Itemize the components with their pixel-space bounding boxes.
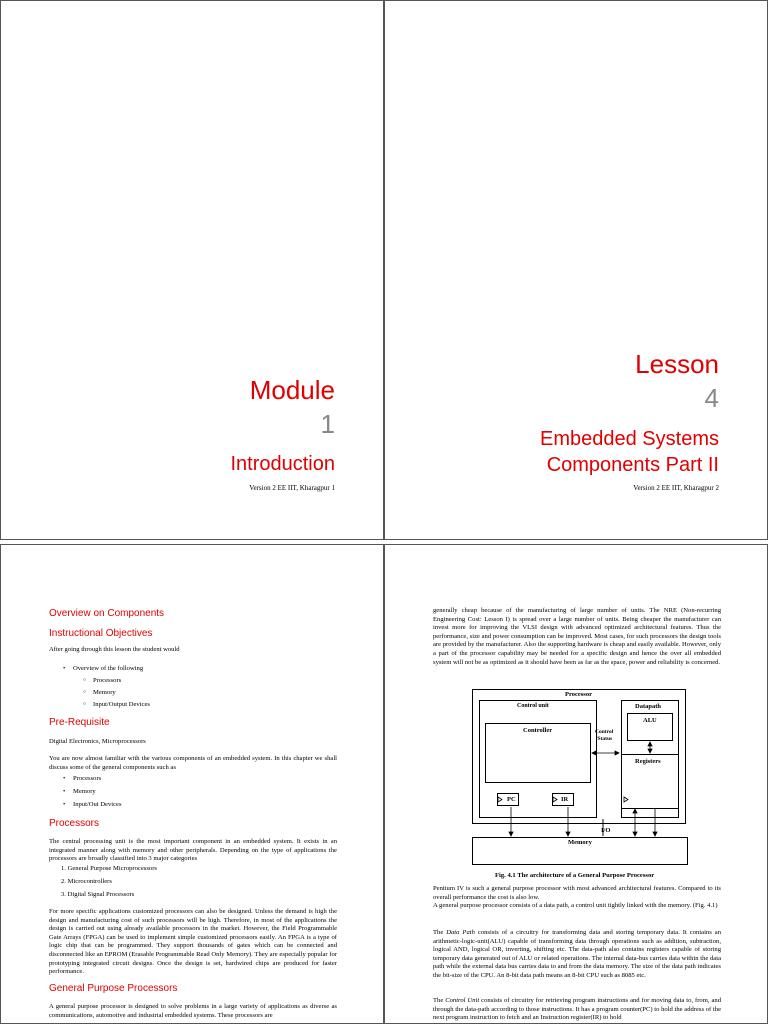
- control-unit-paragraph: The Control Unit consists of circuitry for retrieving program instructions and for moving data to, from, and through the data-path according to those instructions. It has a program counter(PC) to hold the address of the next program instruction to fetch and an Instruction register(IR) to hold: [433, 997, 721, 1022]
- processors-paragraph: The central processing unit is the most important component in an embedded system. It exists in an integrated manner along with memory and other peripherals. Depending on the type of applications the processors are broadly classified into 3 major categories: [49, 838, 337, 863]
- datapath-label: Datapath: [635, 703, 662, 710]
- control-status-label: /Status: [596, 736, 613, 742]
- prerequisite-text: Digital Electronics, Microprocessors: [49, 738, 146, 745]
- gpp-continued-paragraph: generally cheap because of the manufacturing of large number of units. The NRE (Non-recurring Engineering Cost: Lesson I) is spread over a large number of units. Being cheaper the manufacturer can invest more for improving the VLSI design with advanced optimized architectural features. Thus the performance, size and power consumption can be improved. Most cases, for such processors the design tools are provided by the manufacturer. Also the supporting hardware is cheap and easily available. However, only a part of the processor capability may be needed for a specific design and hence the over all embedded system will not be as optimized as it should have been as far as the space, power and reliability is concerned.: [433, 607, 721, 666]
- lesson-number: 4: [704, 383, 719, 413]
- memory-label: Memory: [568, 839, 592, 846]
- page-overview: [0, 544, 384, 1024]
- heading-processors: Processors: [49, 818, 100, 829]
- module-title: Introduction: [230, 453, 335, 475]
- control-status-label: Control: [595, 729, 614, 735]
- controller-label: Controller: [523, 727, 553, 734]
- objectives-intro: After going through this lesson the student would: [49, 646, 180, 653]
- lesson-title-line2: Components Part II: [546, 454, 719, 476]
- pc-label: PC: [507, 796, 516, 803]
- objective-sub-item: ○ Processors: [93, 677, 121, 684]
- component-item: • Memory: [73, 788, 96, 795]
- page-footer: Version 2 EE IIT, Kharagpur 2: [633, 484, 719, 492]
- alu-label: ALU: [643, 717, 657, 724]
- processor-label: Processor: [565, 691, 592, 698]
- lesson-title-line1: Embedded Systems: [540, 428, 719, 450]
- heading-prerequisite: Pre-Requisite: [49, 717, 110, 728]
- objective-sub-item: ○ Input/Output Devices: [93, 701, 150, 708]
- objectives-item: • Overview of the following: [73, 665, 143, 672]
- page-lesson-title: [384, 0, 768, 540]
- io-label: I/O: [601, 827, 611, 834]
- datapath-paragraph: The Data Path consists of a circuitry for transforming data and storing temporary data. It contains an arithmetic-logic-unit(ALU) capable of transforming data through operations such as addition, subtraction, logical AND, logical OR, inverting, shifting etc. The data-path also contains registers capable of storing temporary data generated out of ALU or related operations. The internal data-bus carries data within the data path while the external data bus carries data to and from the data memory. The size of the data path indicates the bit-size of the CPU. An 8-bit data path means an 8-bit CPU such as 8085 etc.: [433, 929, 721, 979]
- lesson-label: Lesson: [635, 349, 719, 379]
- page-module-title: [0, 0, 384, 540]
- page-footer: Version 2 EE IIT, Kharagpur 1: [249, 484, 335, 492]
- category-item: 3. Digital Signal Processors: [61, 891, 135, 898]
- page-gpp: [384, 544, 768, 1024]
- gpp-structure-paragraph: A general purpose processor consists of a data path, a control unit tightly linked with the memory. (Fig. 4.1): [433, 902, 718, 909]
- component-item: • Processors: [73, 775, 101, 782]
- control-unit-label: Control unit: [517, 703, 549, 709]
- pentium-paragraph: Pentium IV is such a general purpose processor with most advanced architectural features. Compared to its overall performance the cost is also low.: [433, 885, 721, 901]
- intro-paragraph: You are now almost familiar with the various components of an embedded system. In this chapter we shall discuss some of the general components such as: [49, 755, 337, 771]
- module-number: 1: [320, 409, 335, 439]
- objective-sub-item: ○ Memory: [93, 689, 116, 696]
- category-item: 1. General Purpose Microprocessors: [61, 865, 157, 872]
- component-item: • Input/Out Devices: [73, 801, 122, 808]
- ir-label: IR: [561, 796, 569, 803]
- heading-general-purpose: General Purpose Processors: [49, 983, 178, 994]
- registers-label: Registers: [635, 758, 661, 765]
- category-item: 2. Microcontrollers: [61, 878, 112, 885]
- custom-processors-paragraph: For more specific applications customized processors can also be designed. Unless the demand is high the design and manufacturing cost of such processors will be high. Therefore, in most of the applications the design is carried out using already available processors in the market. However, the Field Programmable Gate Arrays (FPGA) can be used to implement simple customized processors easily. An FPGA is a type of logic chip that can be programmed. They support thousands of gates which can be connected and disconnected like an EPROM (Erasable Programmable Read Only Memory). They are especially popular for prototyping integrated circuit designs. Once the design is set, hardwired chips are produced for faster performance.: [49, 908, 337, 976]
- heading-overview: Overview on Components: [49, 608, 165, 619]
- gpp-paragraph: A general purpose processor is designed to solve problems in a large variety of applications as diverse as communications, automotive and industrial embedded systems. These processors are: [49, 1003, 337, 1019]
- heading-objectives: Instructional Objectives: [49, 628, 153, 639]
- module-label: Module: [249, 375, 335, 405]
- figure-caption: Fig. 4.1 The architecture of a General Purpose Processor: [495, 872, 655, 879]
